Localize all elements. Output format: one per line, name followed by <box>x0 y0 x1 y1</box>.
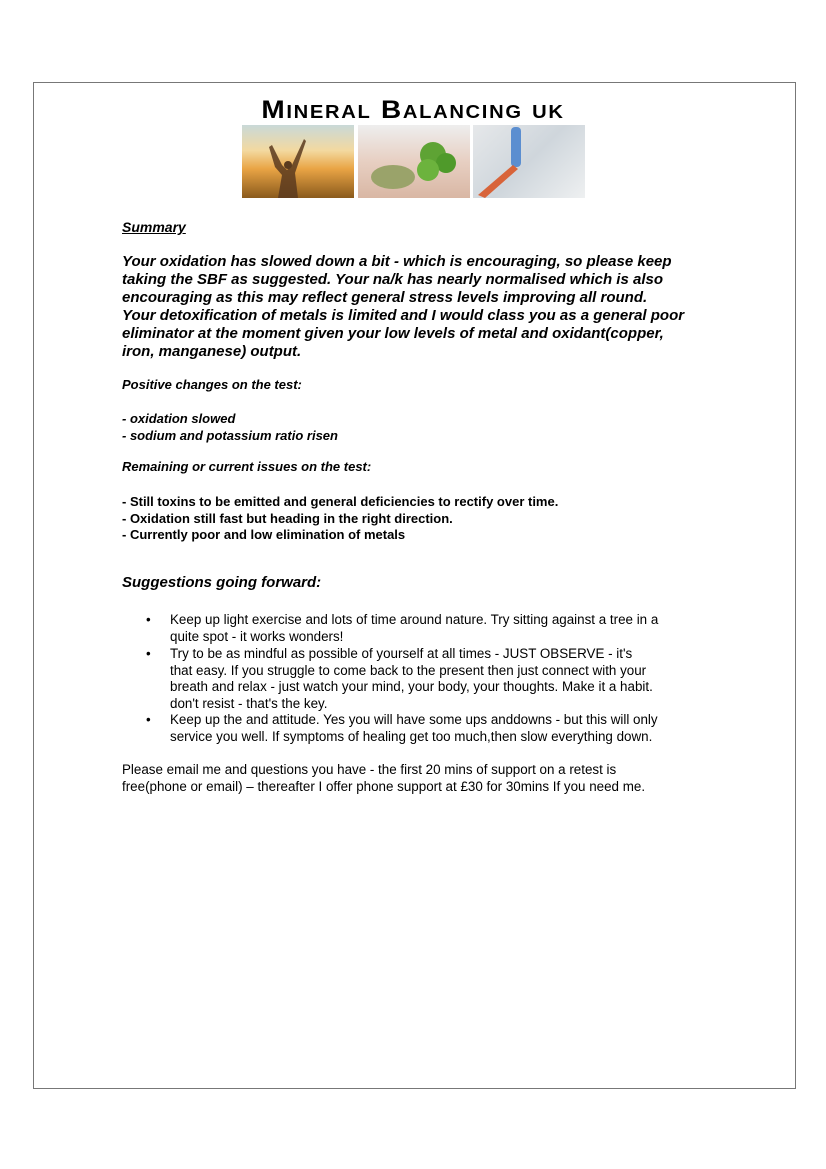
remaining-heading: Remaining or current issues on the test: <box>122 459 372 474</box>
suggestion-line: Keep up light exercise and lots of time around nature. Try sitting against a tree in a <box>170 612 659 627</box>
summary-paragraph <box>122 253 684 361</box>
remaining-list <box>122 494 558 544</box>
closing-line: free(phone or email) – thereafter I offer phone support at £30 for 30mins If you need me. <box>122 778 646 794</box>
suggestions-heading: Suggestions going forward: <box>122 574 322 591</box>
closing-line: Please email me and questions you have - the first 20 mins of support on a retest is <box>122 762 617 777</box>
positive-item: - sodium and potassium ratio risen <box>122 427 338 443</box>
positive-heading: Positive changes on the test: <box>122 377 302 392</box>
bullet-icon: • <box>146 712 151 727</box>
summary-line: eliminator at the moment given your low levels of metal and oxidant(copper, <box>122 325 664 342</box>
positive-list <box>122 411 338 444</box>
bullet-icon: • <box>146 612 151 627</box>
remaining-item: - Still toxins to be emitted and general deficiencies to rectify over time. <box>122 494 559 509</box>
summary-heading: Summary <box>122 219 186 235</box>
sunset-person-icon <box>242 125 354 198</box>
suggestion-line: Try to be as mindful as possible of yourself at all times - JUST OBSERVE - it's <box>170 646 633 661</box>
suggestion-line: breath and relax - just watch your mind, your body, your thoughts. Make it a habit. <box>170 679 653 695</box>
summary-line: Your detoxification of metals is limited and I would class you as a general poor <box>122 307 685 324</box>
remaining-item: - Oxidation still fast but heading in the right direction. <box>122 510 453 526</box>
page-title: Mineral Balancing uk <box>261 96 565 124</box>
summary-line: encouraging as this may reflect general stress levels improving all round. <box>122 289 648 306</box>
suggestion-line: that easy. If you struggle to come back to the present then just connect with your <box>170 662 647 678</box>
water-bottles-icon <box>473 125 585 198</box>
summary-line: taking the SBF as suggested. Your na/k has nearly normalised which is also <box>122 271 663 288</box>
suggestion-line: don't resist - that's the key. <box>170 696 328 712</box>
suggestion-line: service you well. If symptoms of healing get too much,then slow everything down. <box>170 728 653 744</box>
closing-paragraph <box>122 762 645 795</box>
remaining-item: - Currently poor and low elimination of metals <box>122 527 406 543</box>
hands-pills-broccoli-icon <box>358 125 470 198</box>
suggestion-line: Keep up the and attitude. Yes you will have some ups anddowns - but this will only <box>170 712 658 727</box>
bullet-icon: • <box>146 646 151 661</box>
summary-line: iron, manganese) output. <box>122 343 302 360</box>
summary-line: Your oxidation has slowed down a bit - which is encouraging, so please keep <box>122 253 672 270</box>
positive-item: - oxidation slowed <box>122 411 236 426</box>
suggestion-line: quite spot - it works wonders! <box>170 628 344 644</box>
